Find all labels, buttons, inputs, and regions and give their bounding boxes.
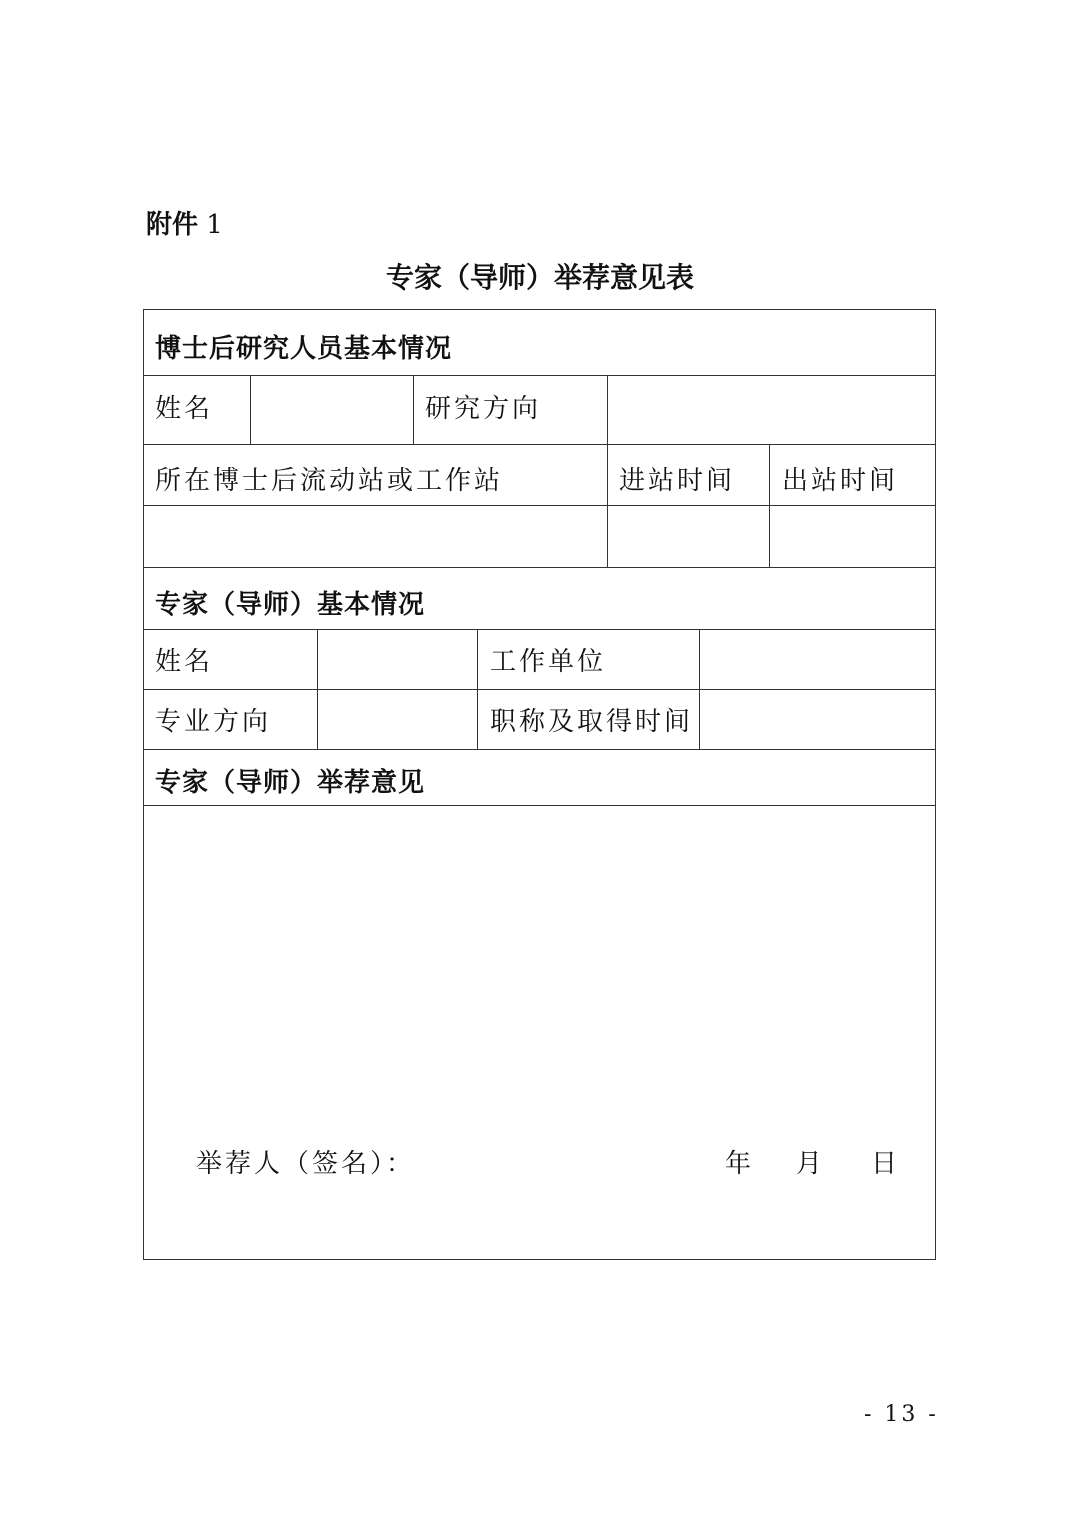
professional-title-label: 职称及取得时间 — [490, 707, 694, 737]
attachment-word: 附件 — [146, 210, 199, 240]
entry-time-label: 进站时间 — [619, 466, 736, 496]
postdoc-name-label: 姓名 — [155, 394, 214, 424]
expert-name-field[interactable] — [319, 631, 475, 688]
row-divider — [143, 805, 936, 806]
exit-time-label: 出站时间 — [782, 466, 899, 496]
col-divider — [769, 444, 770, 567]
opinion-text-area[interactable] — [145, 807, 934, 1137]
expert-name-label: 姓名 — [155, 647, 214, 677]
col-divider — [477, 629, 478, 749]
row-divider — [143, 375, 936, 376]
signature-field[interactable] — [420, 1140, 710, 1188]
opinion-section-heading: 专家（导师）举荐意见 — [155, 768, 426, 798]
col-divider — [250, 375, 251, 444]
signer-label: 举荐人（签名）： — [196, 1149, 416, 1179]
work-unit-label: 工作单位 — [490, 647, 607, 677]
row-divider — [143, 689, 936, 690]
row-divider — [143, 505, 936, 506]
col-divider — [607, 375, 608, 567]
year-label: 年 — [725, 1149, 755, 1179]
month-label: 月 — [796, 1149, 826, 1179]
page-number: - 13 - — [864, 1402, 939, 1427]
col-divider — [699, 629, 700, 749]
entry-time-field[interactable] — [609, 507, 767, 566]
row-divider — [143, 749, 936, 750]
col-divider — [317, 629, 318, 749]
row-divider — [143, 444, 936, 445]
form-title: 专家（导师）举荐意见表 — [385, 261, 694, 294]
attachment-number: 1 — [206, 210, 223, 240]
day-label: 日 — [871, 1149, 901, 1179]
station-label: 所在博士后流动站或工作站 — [155, 466, 504, 496]
row-divider — [143, 567, 936, 568]
major-direction-label: 专业方向 — [155, 707, 272, 737]
attachment-label — [146, 204, 223, 241]
professional-title-field[interactable] — [701, 691, 934, 748]
station-field[interactable] — [145, 507, 605, 566]
col-divider — [413, 375, 414, 444]
postdoc-name-field[interactable] — [252, 377, 411, 443]
work-unit-field[interactable] — [701, 631, 934, 688]
research-direction-field[interactable] — [609, 377, 934, 443]
expert-section-heading: 专家（导师）基本情况 — [155, 590, 426, 620]
row-divider — [143, 629, 936, 630]
postdoc-section-heading: 博士后研究人员基本情况 — [155, 334, 453, 364]
major-direction-field[interactable] — [319, 691, 475, 748]
research-direction-label: 研究方向 — [425, 394, 542, 424]
exit-time-field[interactable] — [771, 507, 934, 566]
